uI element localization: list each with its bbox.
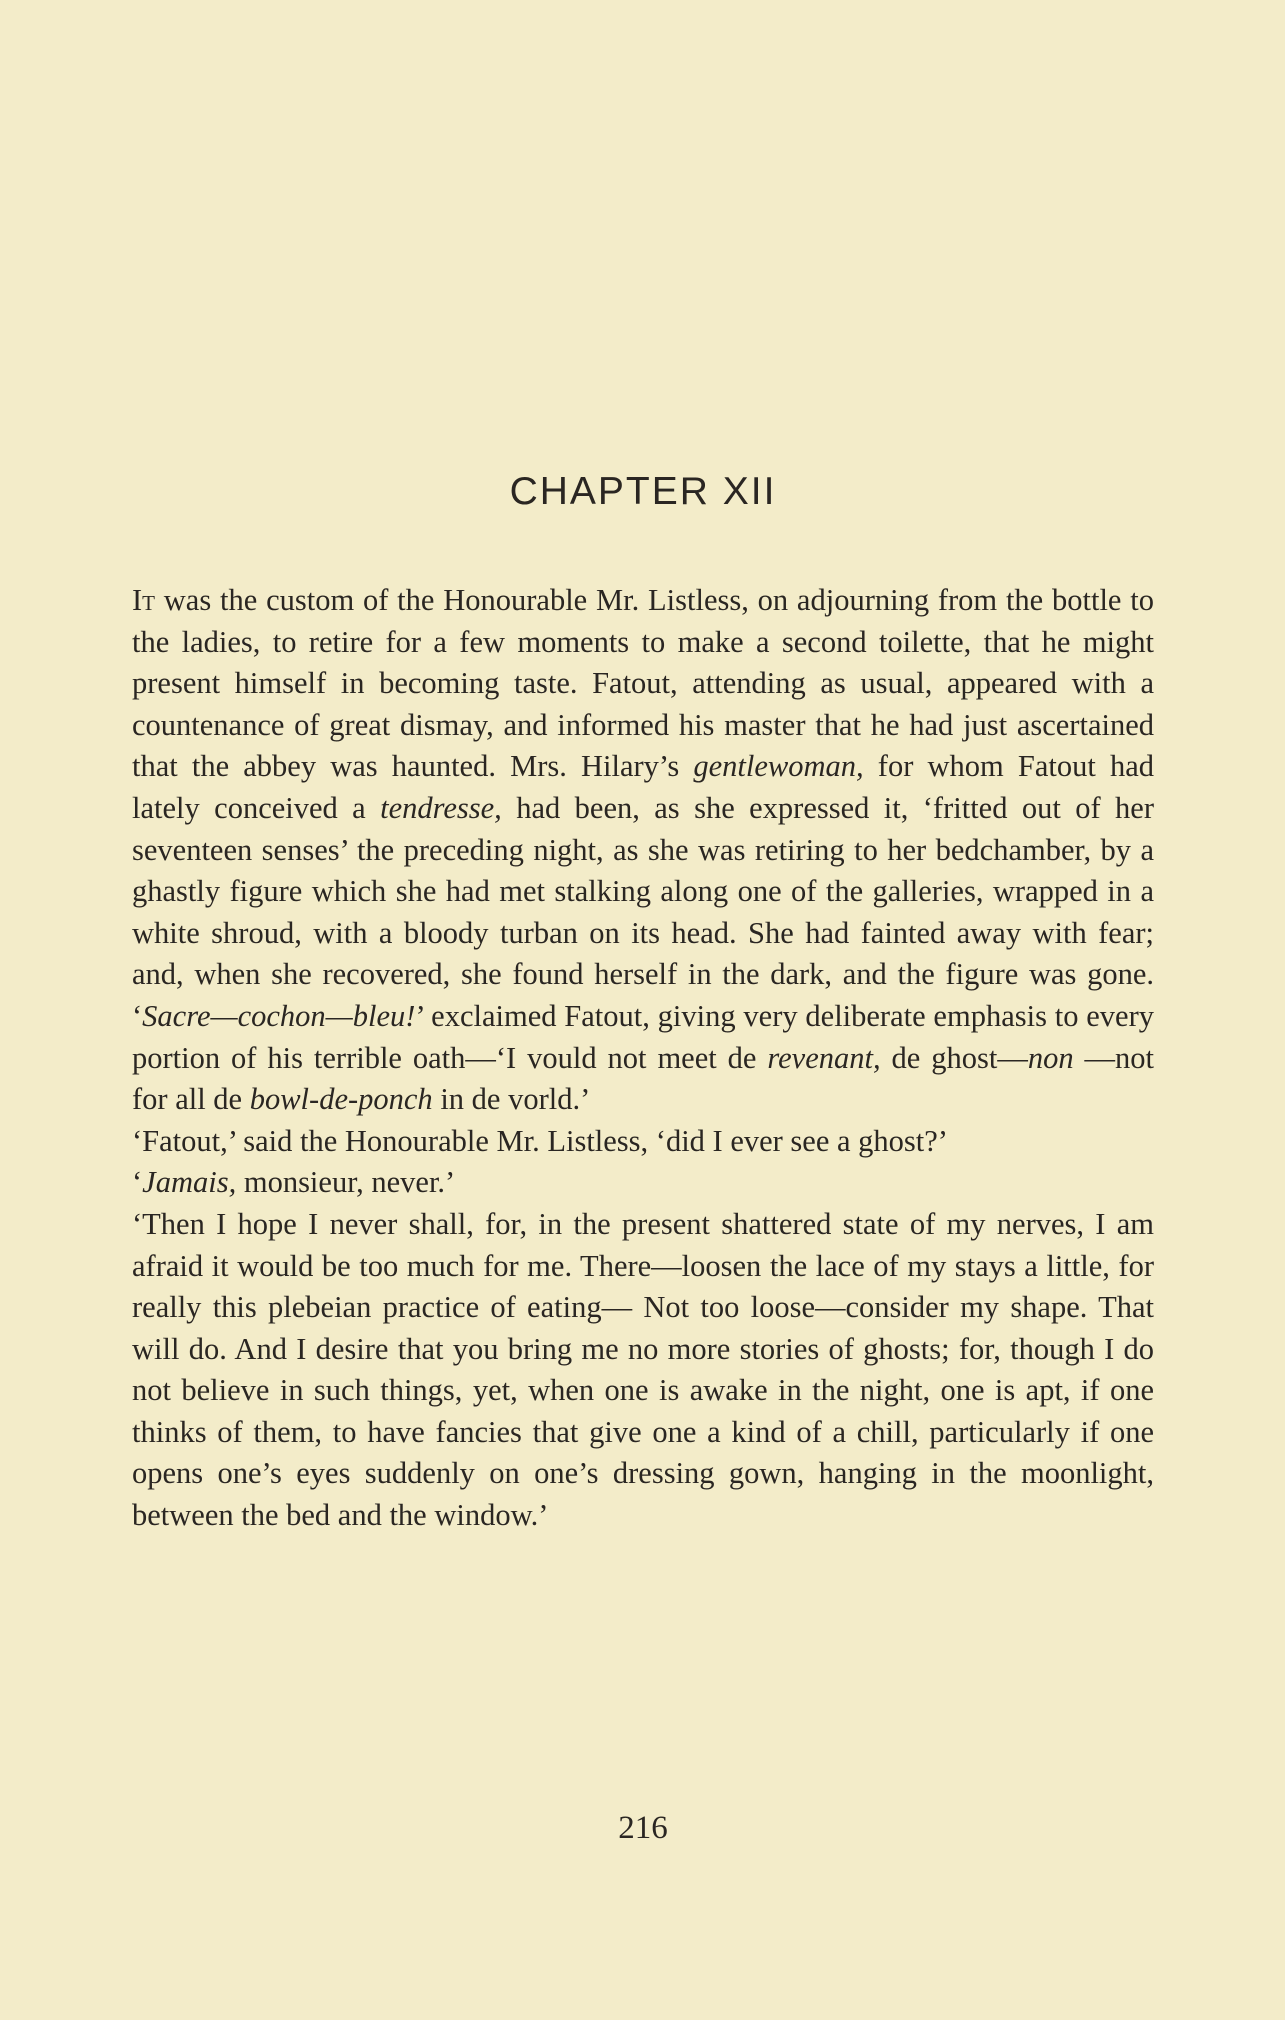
text-run: had been, as she expressed it, ‘fritted out of her seventeen senses’ the preceding night, as she was retiring to her bedchamber, by a ghastly figure which she had met stalking along one of the galleries, wrapped in a white shroud, with a bloody turban on its head. She had fainted away with fear; and, when she recovered, she found herself in the dark, and the figure was gone. ‘: [132, 790, 1154, 1033]
italic-phrase: tendresse,: [380, 790, 502, 825]
text-run: in de vorld.’: [432, 1082, 591, 1117]
text-run: —not for all de: [132, 1040, 1154, 1117]
text-run: ‘: [132, 1165, 143, 1200]
opening-word: It: [132, 583, 155, 617]
text-run: monsieur, never.’: [236, 1165, 456, 1200]
italic-phrase: Jamais,: [142, 1165, 237, 1200]
text-run: de ghost—: [880, 1040, 1028, 1075]
italic-phrase: non: [1027, 1040, 1074, 1075]
text-run: ’ exclaimed Fatout, giving very deliberate emphasis to every portion of his terrible oath—‘I vould not meet de: [132, 998, 1154, 1075]
italic-phrase: revenant,: [767, 1040, 881, 1075]
text-run: was the custom of the Honourable Mr. Listless, on adjourning from the bottle to the ladies, to retire for a few moments to make a second toilette, that he might present himself in becoming taste. Fatout, attending as usual, appeared with a countenance of great dismay, and informed his master that he had just ascertained that the abbey was haunted. Mrs. Hilary’s: [132, 583, 1154, 784]
text-run: ‘Fatout,’ said the Honourable Mr. Listless, ‘did I ever see a ghost?’: [132, 1123, 948, 1158]
book-page: [132, 0, 1154, 2020]
chapter-body: [132, 580, 1154, 1537]
italic-phrase: gentlewoman,: [693, 749, 864, 784]
italic-phrase: Sacre—cochon—bleu!: [142, 998, 416, 1033]
paragraph: [132, 1121, 1154, 1163]
paragraph: [132, 1204, 1154, 1537]
paragraph: [132, 580, 1154, 1121]
text-run: for whom Fatout had lately conceived a: [132, 749, 1154, 825]
text-run: ‘Then I hope I never shall, for, in the present shattered state of my nerves, I am afraid it would be too much for me. There—loosen the lace of my stays a little, for really this plebeian practice of eating— Not too loose—consider my shape. That will do. And I desire that you bring me no more stories of ghosts; for, though I do not believe in such things, yet, when one is awake in the night, one is apt, if one thinks of them, to have fancies that give one a kind of a chill, particularly if one opens one’s eyes suddenly on one’s dressing gown, hanging in the moonlight, between the bed and the window.’: [132, 1206, 1154, 1533]
paragraph: [132, 1162, 1154, 1204]
page-number: 216: [618, 1810, 668, 1846]
chapter-heading: CHAPTER XII: [509, 470, 777, 513]
italic-phrase: bowl-de-ponch: [249, 1082, 433, 1117]
